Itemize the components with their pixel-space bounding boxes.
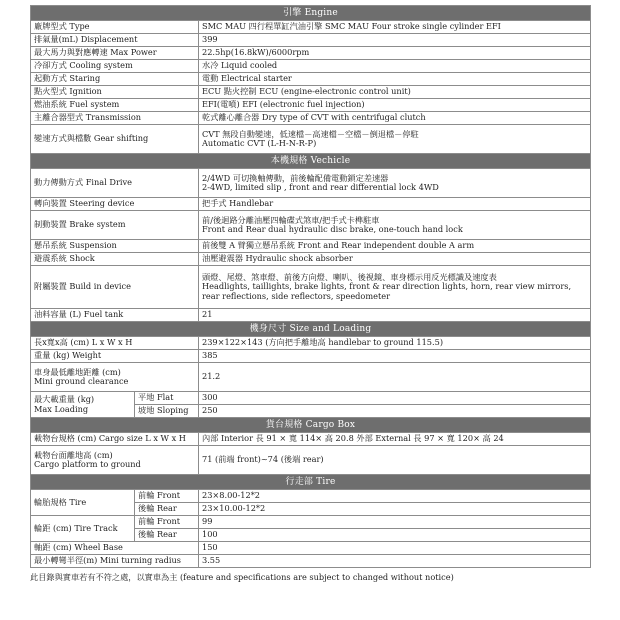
flat-label: 平地 Flat <box>135 392 199 405</box>
table-row <box>31 47 591 60</box>
section-size-header: 機身尺寸 Size and Loading <box>31 322 591 337</box>
build-in-device-label: 附屬裝置 Build in device <box>31 266 199 309</box>
table-row <box>31 169 591 198</box>
table-row <box>31 337 591 350</box>
tire-front-label: 前輪 Front <box>135 490 199 503</box>
final-drive-value <box>199 169 591 198</box>
gear-shifting-value-line: CVT 無段自動變速，低速檔－高速檔－空檔－倒退檔－停駐 <box>202 128 419 139</box>
engine-type-value: SMC MAU 四行程單缸汽油引擎 SMC MAU Four stroke single cylinder EFI <box>199 21 591 34</box>
fuel-tank-value: 21 <box>199 309 591 322</box>
displacement-value: 399 <box>199 34 591 47</box>
section-engine-row <box>31 6 591 21</box>
track-front-value: 99 <box>199 516 591 529</box>
table-row <box>31 363 591 392</box>
table-row <box>31 73 591 86</box>
table-row <box>31 555 591 568</box>
transmission-label: 主離合器型式 Transmission <box>31 112 199 125</box>
build-in-device-value-line: 頭燈、尾燈、煞車燈、前後方向燈、喇叭、後視鏡、車身標示用反光標識及速度表 <box>202 271 497 282</box>
cooling-label: 冷卻方式 Cooling system <box>31 60 199 73</box>
weight-label: 重量 (kg) Weight <box>31 350 199 363</box>
ground-clearance-label-line: 車身最低離地距離 (cm) <box>34 366 121 377</box>
tire-track-label: 輪距 (cm) Tire Track <box>31 516 135 542</box>
dimensions-label: 長x寬x高 (cm) L x W x H <box>31 337 199 350</box>
table-row <box>31 112 591 125</box>
gear-shifting-label: 變速方式與檔數 Gear shifting <box>31 125 199 154</box>
track-rear-label: 後輪 Rear <box>135 529 199 542</box>
table-row <box>31 99 591 112</box>
brake-label: 制動裝置 Brake system <box>31 211 199 240</box>
section-size-row <box>31 322 591 337</box>
build-in-device-value-line: Headlights, taillights, brake lights, front & rear direction lights, horn, rear view mirrors, <box>202 281 572 292</box>
spec-table <box>30 5 591 568</box>
max-power-label: 最大馬力與對應轉速 Max Power <box>31 47 199 60</box>
brake-value <box>199 211 591 240</box>
table-row <box>31 446 591 475</box>
brake-value-line: 前/後迴路分離油壓四輪碟式煞車/把手式卡榫駐車 <box>202 214 380 225</box>
max-loading-label <box>31 392 135 418</box>
ground-clearance-label-line: Mini ground clearance <box>34 376 129 386</box>
max-power-value: 22.5hp(16.8kW)/6000rpm <box>199 47 591 60</box>
steering-value: 把手式 Handlebar <box>199 198 591 211</box>
turning-radius-value: 3.55 <box>199 555 591 568</box>
section-tire-header: 行走部 Tire <box>31 475 591 490</box>
wheel-base-label: 軸距 (cm) Wheel Base <box>31 542 199 555</box>
table-row <box>31 350 591 363</box>
spec-sheet <box>30 5 590 583</box>
table-row <box>31 86 591 99</box>
table-row <box>31 240 591 253</box>
fuel-system-label: 燃油系統 Fuel system <box>31 99 199 112</box>
section-tire-row <box>31 475 591 490</box>
section-vehicle-header: 本機規格 Vechicle <box>31 154 591 169</box>
sloping-value: 250 <box>199 405 591 418</box>
fuel-tank-label: 油料容量 (L) Fuel tank <box>31 309 199 322</box>
tire-label: 輪胎規格 Tire <box>31 490 135 516</box>
section-cargo-header: 貨台規格 Cargo Box <box>31 418 591 433</box>
brake-value-line: Front and Rear dual hydraulic disc brake, one-touch hand lock <box>202 224 463 234</box>
cooling-value: 水冷 Liquid cooled <box>199 60 591 73</box>
table-row <box>31 266 591 309</box>
starting-label: 起動方式 Staring <box>31 73 199 86</box>
table-row <box>31 60 591 73</box>
ground-clearance-label <box>31 363 199 392</box>
final-drive-value-line: 2/4WD 可切換軸傳動，前後輪配備電動鎖定差速器 <box>202 172 389 183</box>
flat-value: 300 <box>199 392 591 405</box>
cargo-height-value: 71 (前端 front)~74 (後端 rear) <box>199 446 591 475</box>
tire-rear-label: 後輪 Rear <box>135 503 199 516</box>
gear-shifting-value <box>199 125 591 154</box>
cargo-height-label <box>31 446 199 475</box>
table-row <box>31 490 591 503</box>
build-in-device-value <box>199 266 591 309</box>
final-drive-value-line: 2-4WD, limited slip , front and rear differential lock 4WD <box>202 182 439 192</box>
tire-front-value: 23×8.00-12*2 <box>199 490 591 503</box>
final-drive-label: 動力傳動方式 Final Drive <box>31 169 199 198</box>
table-row <box>31 253 591 266</box>
section-cargo-row <box>31 418 591 433</box>
weight-value: 385 <box>199 350 591 363</box>
steering-label: 轉向裝置 Steering device <box>31 198 199 211</box>
table-row <box>31 34 591 47</box>
gear-shifting-value-line: Automatic CVT (L-H-N-R-P) <box>202 138 317 148</box>
ignition-value: ECU 點火控制 ECU (engine-electronic control unit) <box>199 86 591 99</box>
section-engine-header: 引擎 Engine <box>31 6 591 21</box>
engine-type-label: 廠牌型式 Type <box>31 21 199 34</box>
cargo-height-label-line: Cargo platform to ground <box>34 459 141 469</box>
transmission-value: 乾式離心離合器 Dry type of CVT with centrifugal clutch <box>199 112 591 125</box>
table-row <box>31 198 591 211</box>
cargo-height-label-line: 載物台面離地高 (cm) <box>34 449 113 460</box>
table-row <box>31 125 591 154</box>
max-loading-label-line: 最大載重量 (kg) <box>34 394 95 405</box>
section-vehicle-row <box>31 154 591 169</box>
displacement-label: 排氣量(mL) Displacement <box>31 34 199 47</box>
table-row <box>31 516 591 529</box>
cargo-size-value: 內部 Interior 長 91 × 寬 114× 高 20.8 外部 External 長 97 × 寬 120× 高 24 <box>199 433 591 446</box>
track-front-label: 前輪 Front <box>135 516 199 529</box>
suspension-label: 懸吊系統 Suspension <box>31 240 199 253</box>
sloping-label: 坡地 Sloping <box>135 405 199 418</box>
fuel-system-value: EFI(電噴) EFI (electronic fuel injection) <box>199 99 591 112</box>
wheel-base-value: 150 <box>199 542 591 555</box>
ignition-label: 點火型式 Ignition <box>31 86 199 99</box>
shock-value: 油壓避震器 Hydraulic shock absorber <box>199 253 591 266</box>
table-row <box>31 433 591 446</box>
suspension-value: 前後雙 A 臂獨立懸吊系統 Front and Rear independent double A arm <box>199 240 591 253</box>
cargo-size-label: 載物台規格 (cm) Cargo size L x W x H <box>31 433 199 446</box>
build-in-device-value-line: rear reflections, side reflectors, speedometer <box>202 290 390 301</box>
max-loading-label-line: Max Loading <box>34 403 89 414</box>
ground-clearance-value: 21.2 <box>199 363 591 392</box>
track-rear-value: 100 <box>199 529 591 542</box>
table-row <box>31 392 591 405</box>
shock-label: 避震系統 Shock <box>31 253 199 266</box>
tire-rear-value: 23×10.00-12*2 <box>199 503 591 516</box>
table-row <box>31 309 591 322</box>
footnote: 此目錄與實車若有不符之處，以實車為主 (feature and specifications are subject to changed without notice) <box>30 572 454 582</box>
table-row <box>31 211 591 240</box>
table-row <box>31 542 591 555</box>
turning-radius-label: 最小轉彎半徑(m) Mini turning radius <box>31 555 199 568</box>
starting-value: 電動 Electrical starter <box>199 73 591 86</box>
table-row <box>31 21 591 34</box>
dimensions-value: 239×122×143 (方向把手離地高 handlebar to ground 115.5) <box>199 337 591 350</box>
